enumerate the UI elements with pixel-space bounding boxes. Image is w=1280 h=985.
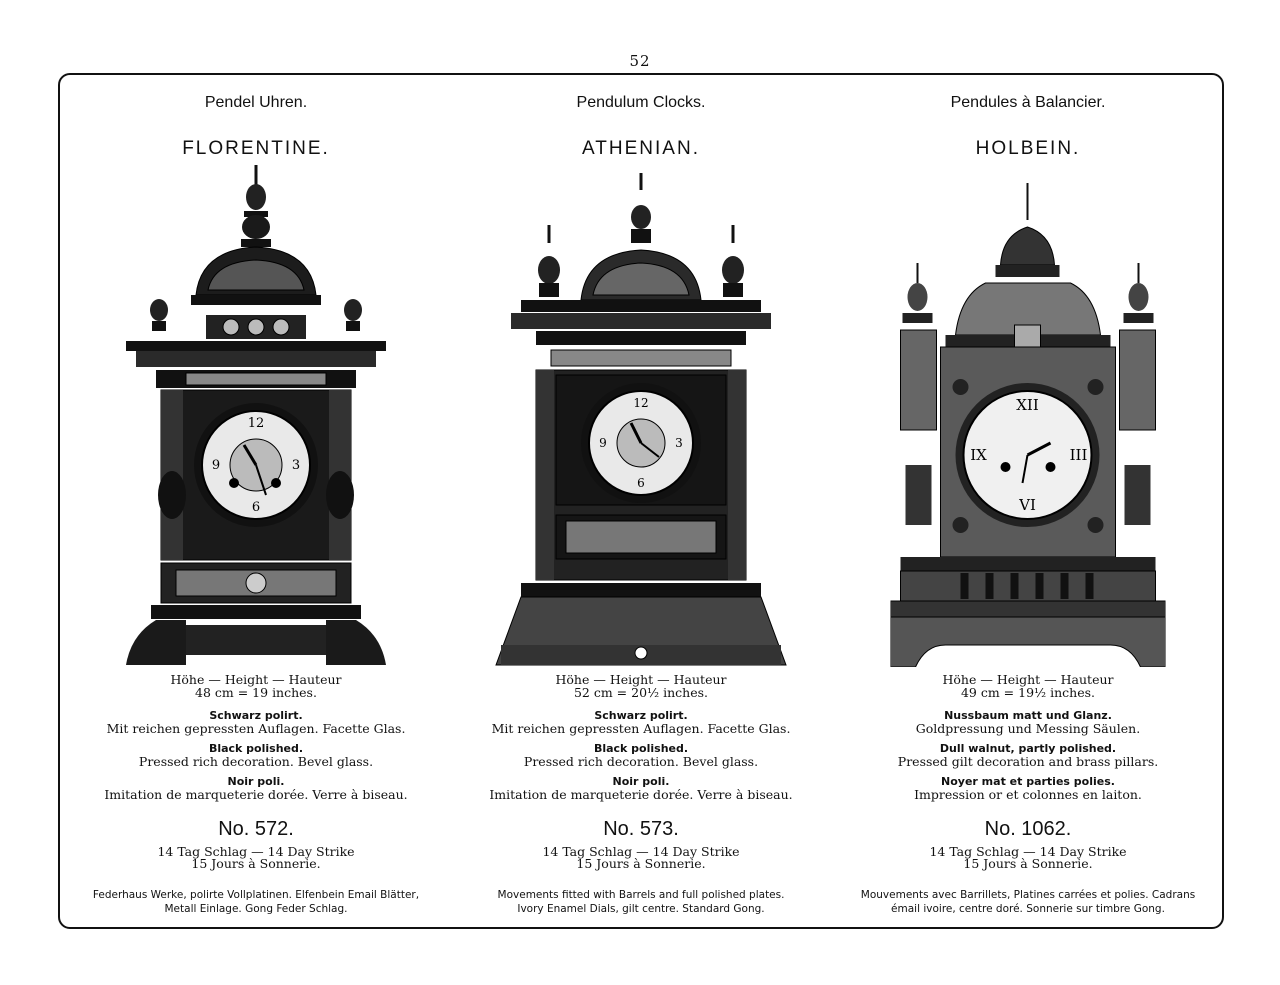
movement-note-line-1: Mouvements avec Barrillets, Platines carrées et polies. Cadrans xyxy=(860,889,1196,901)
german-title: Schwarz polirt. xyxy=(209,709,303,722)
movement-note-line-1: Federhaus Werke, polirte Vollplatinen. Elfenbein Email Blätter, xyxy=(92,889,420,901)
strike-info xyxy=(451,846,831,870)
page-number: 52 xyxy=(629,52,651,70)
description-block xyxy=(451,673,831,801)
strike-line-1: 14 Tag Schlag — 14 Day Strike xyxy=(157,844,355,859)
english-description: Pressed gilt decoration and brass pillars. xyxy=(897,754,1159,769)
svg-text:3: 3 xyxy=(675,436,683,450)
column-header: Pendulum Clocks. xyxy=(576,94,706,111)
svg-text:9: 9 xyxy=(599,436,607,450)
movement-note-line-2: Ivory Enamel Dials, gilt centre. Standard Gong. xyxy=(517,903,765,915)
french-title: Noyer mat et parties polies. xyxy=(941,775,1115,788)
model-name: HOLBEIN. xyxy=(975,138,1081,159)
german-title: Nussbaum matt und Glanz. xyxy=(944,709,1112,722)
athenian-clock-illustration xyxy=(481,165,801,667)
german-title: Schwarz polirt. xyxy=(594,709,688,722)
svg-text:XII: XII xyxy=(1016,396,1039,414)
svg-text:IX: IX xyxy=(970,446,987,464)
strike-line-2: 15 Jours à Sonnerie. xyxy=(963,856,1093,871)
german-description: Mit reichen gepressten Auflagen. Facette Glas. xyxy=(491,721,791,736)
svg-text:6: 6 xyxy=(637,476,645,490)
column-header: Pendules à Balancier. xyxy=(950,94,1106,111)
dimensions-value: 49 cm = 19½ inches. xyxy=(960,685,1096,700)
svg-text:6: 6 xyxy=(251,500,261,515)
french-description: Imitation de marqueterie dorée. Verre à biseau. xyxy=(489,787,793,802)
dimensions-value: 48 cm = 19 inches. xyxy=(195,685,317,700)
column-header: Pendel Uhren. xyxy=(204,94,308,111)
german-description: Goldpressung und Messing Säulen. xyxy=(915,721,1141,736)
svg-text:12: 12 xyxy=(247,416,265,431)
french-title: Noir poli. xyxy=(227,775,285,788)
svg-text:VI: VI xyxy=(1019,496,1036,514)
german-description: Mit reichen gepressten Auflagen. Facette Glas. xyxy=(106,721,406,736)
dimensions-value: 52 cm = 20½ inches. xyxy=(573,685,709,700)
catalog-number: No. 572. xyxy=(218,818,294,840)
florentine-clock-illustration xyxy=(126,165,386,667)
strike-line-1: 14 Tag Schlag — 14 Day Strike xyxy=(542,844,740,859)
model-name: ATHENIAN. xyxy=(582,138,700,159)
english-description: Pressed rich decoration. Bevel glass. xyxy=(523,754,759,769)
svg-text:9: 9 xyxy=(211,458,221,473)
model-name: FLORENTINE. xyxy=(182,138,330,159)
svg-text:III: III xyxy=(1069,446,1088,464)
strike-line-1: 14 Tag Schlag — 14 Day Strike xyxy=(929,844,1127,859)
movement-notes xyxy=(828,888,1228,916)
strike-line-2: 15 Jours à Sonnerie. xyxy=(576,856,706,871)
strike-info xyxy=(838,846,1218,870)
movement-note-line-2: Metall Einlage. Gong Feder Schlag. xyxy=(164,903,348,915)
strike-info xyxy=(66,846,446,870)
holbein-clock-illustration xyxy=(891,165,1166,667)
english-title: Black polished. xyxy=(593,742,689,755)
description-block xyxy=(838,673,1218,801)
movement-note-line-2: émail ivoire, centre doré. Sonnerie sur timbre Gong. xyxy=(891,903,1165,915)
dimensions-label: Höhe — Height — Hauteur xyxy=(170,672,342,687)
catalog-column-florentine xyxy=(66,0,446,985)
catalog-number: No. 1062. xyxy=(984,818,1072,840)
description-block xyxy=(66,673,446,801)
catalog-column-holbein xyxy=(838,0,1218,985)
svg-text:12: 12 xyxy=(633,396,649,410)
french-description: Imitation de marqueterie dorée. Verre à biseau. xyxy=(104,787,408,802)
dimensions-label: Höhe — Height — Hauteur xyxy=(942,672,1114,687)
strike-line-2: 15 Jours à Sonnerie. xyxy=(191,856,321,871)
english-title: Black polished. xyxy=(208,742,304,755)
movement-notes xyxy=(441,888,841,916)
movement-notes xyxy=(56,888,456,916)
catalog-number: No. 573. xyxy=(603,818,679,840)
english-description: Pressed rich decoration. Bevel glass. xyxy=(138,754,374,769)
french-title: Noir poli. xyxy=(612,775,670,788)
catalog-column-athenian xyxy=(451,0,831,985)
svg-text:3: 3 xyxy=(291,458,301,473)
movement-note-line-1: Movements fitted with Barrels and full polished plates. xyxy=(497,889,785,901)
english-title: Dull walnut, partly polished. xyxy=(939,742,1117,755)
french-description: Impression or et colonnes en laiton. xyxy=(914,787,1142,802)
dimensions-label: Höhe — Height — Hauteur xyxy=(555,672,727,687)
